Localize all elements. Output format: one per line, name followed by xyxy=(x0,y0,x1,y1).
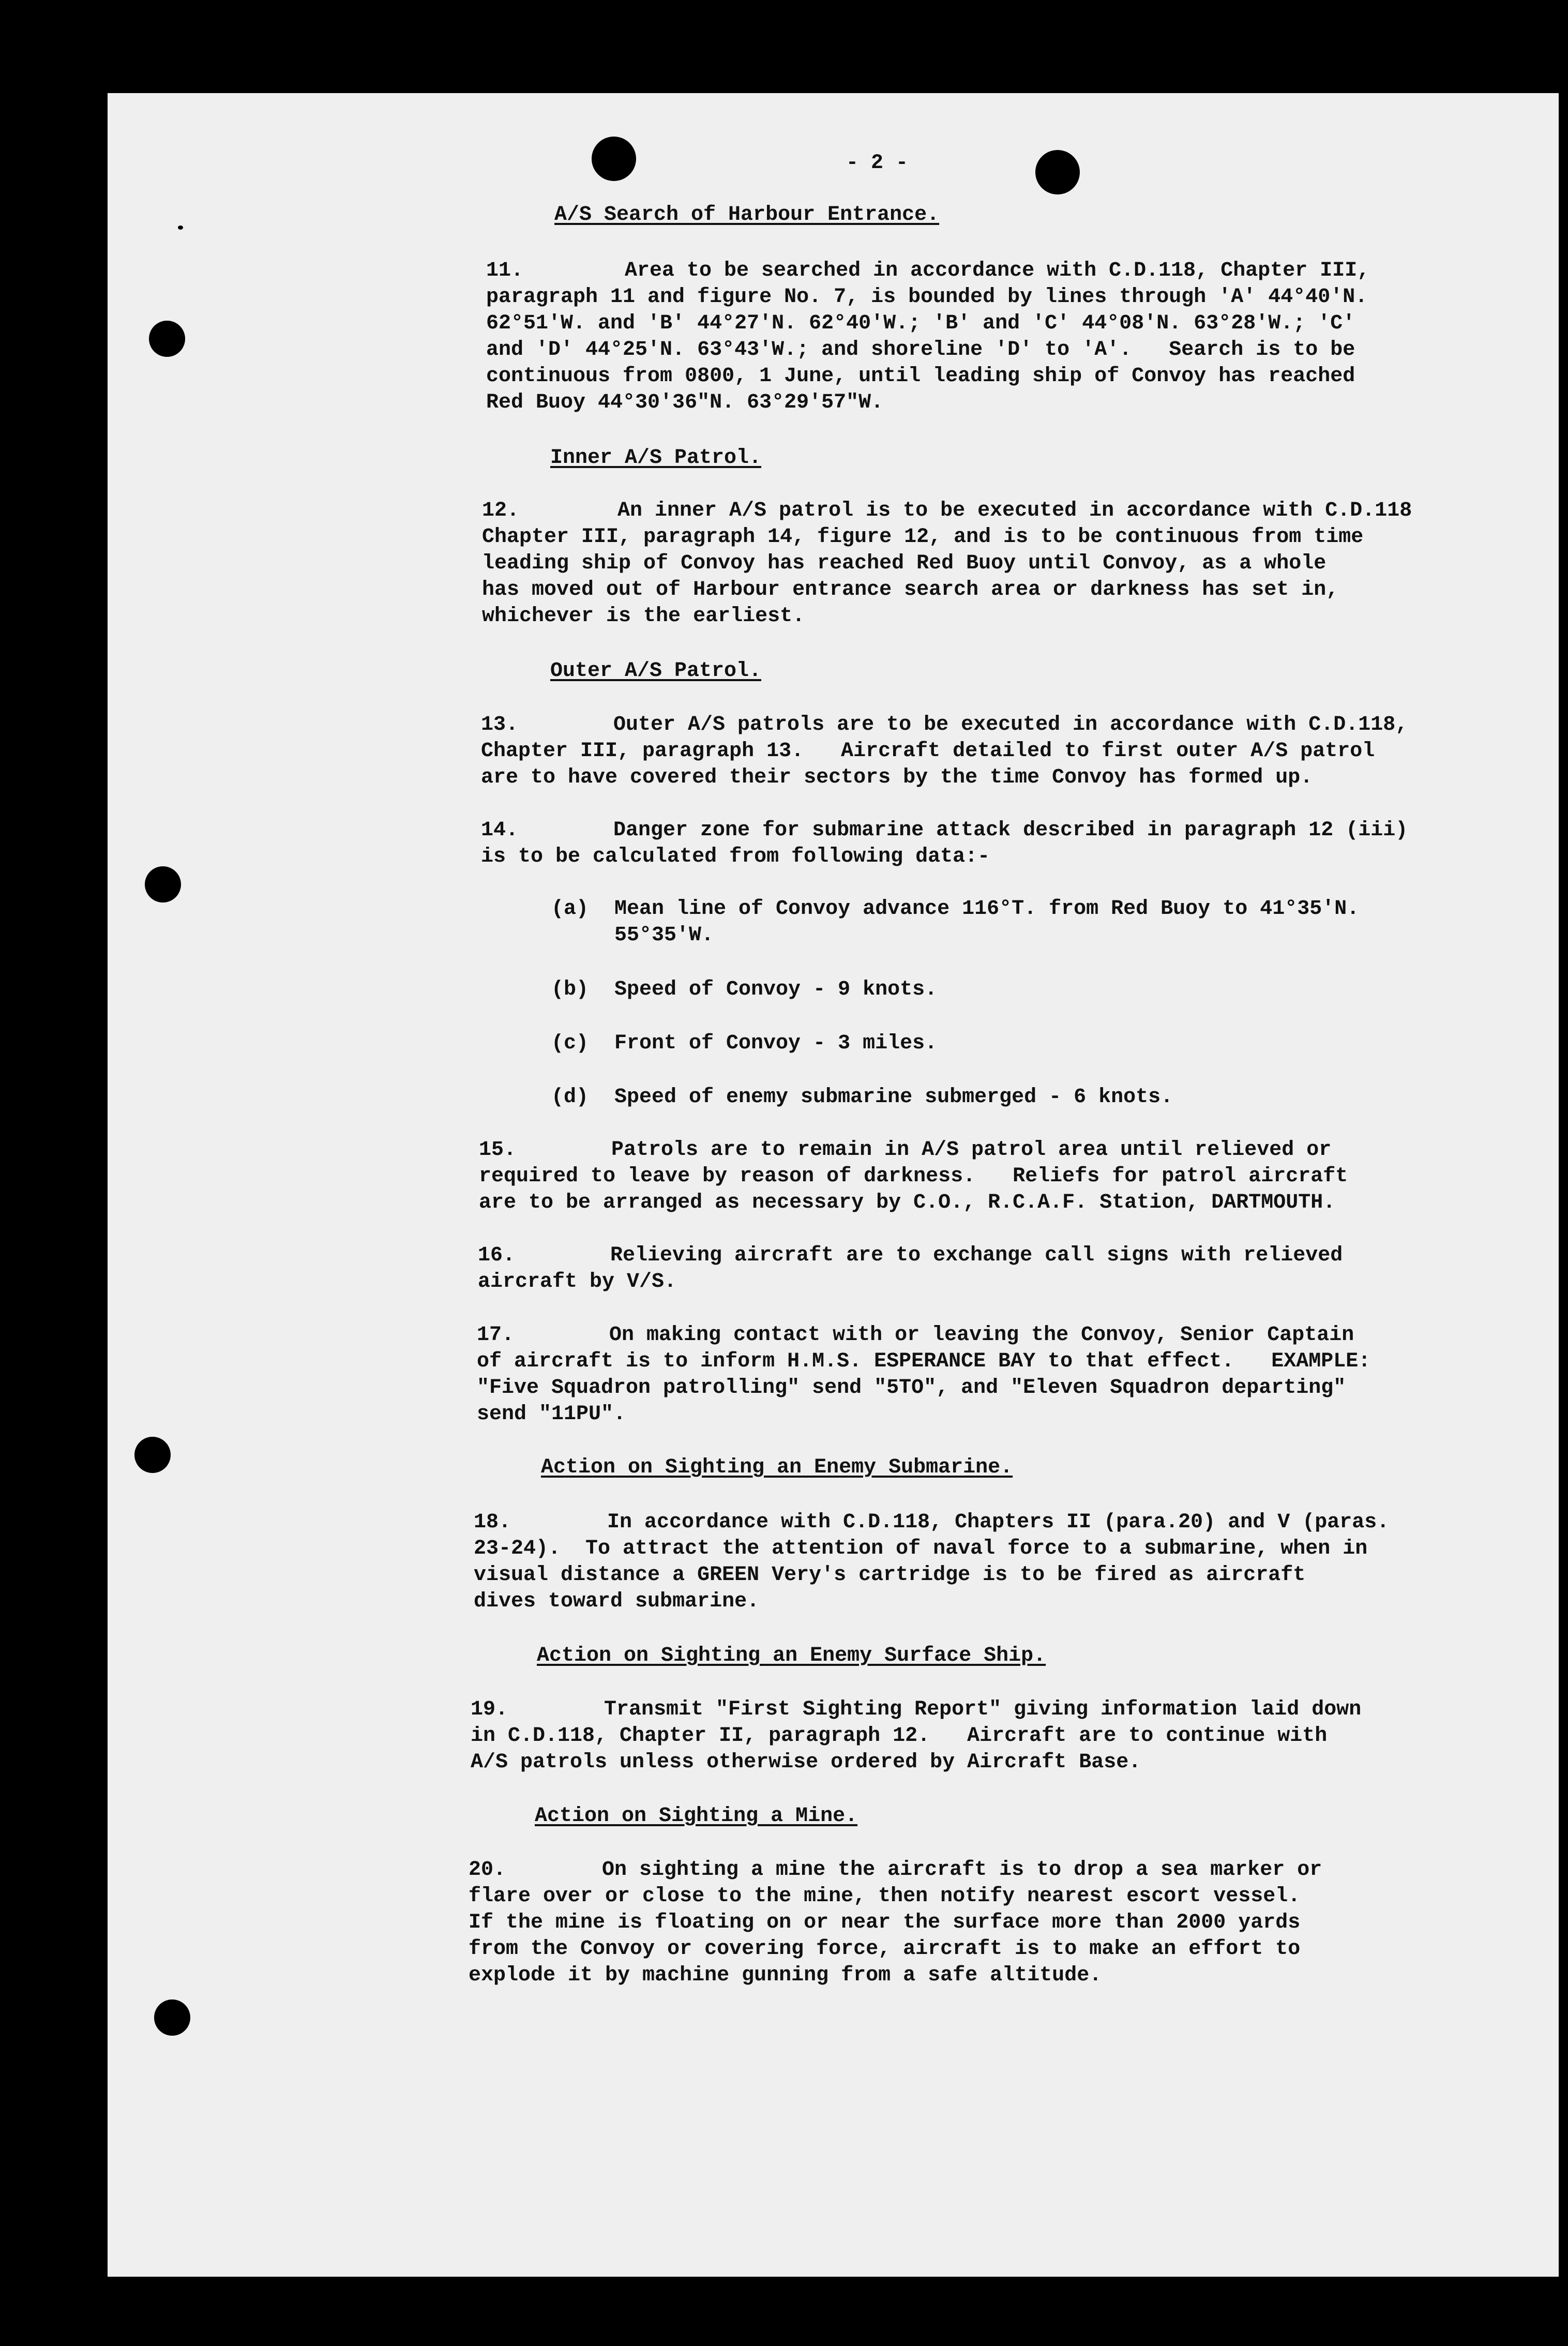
section-heading: Outer A/S Patrol. xyxy=(550,659,762,683)
paragraph-line: paragraph 11 and figure No. 7, is bounded by lines through 'A' 44°40'N. xyxy=(486,285,1368,309)
paragraph-line: from the Convoy or covering force, aircraft is to make an effort to xyxy=(469,1937,1301,1961)
paragraph-number: 14. xyxy=(481,819,519,842)
section-heading: A/S Search of Harbour Entrance. xyxy=(554,203,940,227)
punch-hole xyxy=(134,1437,171,1473)
punch-hole xyxy=(1035,150,1080,194)
paragraph-line: whichever is the earliest. xyxy=(482,605,805,628)
section-heading: Inner A/S Patrol. xyxy=(550,446,762,470)
document-page xyxy=(108,93,1559,2277)
paragraph-line: Transmit "First Sighting Report" giving information laid down xyxy=(604,1698,1362,1721)
paragraph-line: Area to be searched in accordance with C.D.118, Chapter III, xyxy=(625,259,1370,282)
paragraph-line: leading ship of Convoy has reached Red Buoy until Convoy, as a whole xyxy=(482,552,1326,575)
punch-hole xyxy=(149,321,185,357)
paragraph-number: 13. xyxy=(481,713,519,736)
list-item: Speed of Convoy - 9 knots. xyxy=(614,978,938,1001)
paragraph-number: 12. xyxy=(482,499,520,522)
paragraph-line: Patrols are to remain in A/S patrol area until relieved or xyxy=(611,1138,1332,1162)
list-item: Mean line of Convoy advance 116°T. from Red Buoy to 41°35'N. xyxy=(614,897,1360,921)
paragraph-line: send "11PU". xyxy=(477,1403,626,1426)
paragraph-line: On sighting a mine the aircraft is to drop a sea marker or xyxy=(602,1858,1322,1882)
paragraph-line: aircraft by V/S. xyxy=(478,1270,677,1294)
list-item: Speed of enemy submarine submerged - 6 knots. xyxy=(614,1086,1173,1109)
punch-hole xyxy=(592,137,636,181)
paragraph-line: 23-24). To attract the attention of naval force to a submarine, when in xyxy=(474,1537,1368,1560)
paragraph-number: 16. xyxy=(478,1244,516,1267)
paragraph-line: On making contact with or leaving the Convoy, Senior Captain xyxy=(609,1324,1354,1347)
list-item: 55°35'W. xyxy=(614,924,714,947)
paragraph-line: are to have covered their sectors by the time Convoy has formed up. xyxy=(481,766,1313,789)
paragraph-line: Relieving aircraft are to exchange call signs with relieved xyxy=(610,1244,1343,1267)
page-number: - 2 - xyxy=(846,152,909,175)
paragraph-line: in C.D.118, Chapter II, paragraph 12. Aircraft are to continue with xyxy=(471,1724,1328,1748)
list-label: (c) xyxy=(551,1032,589,1055)
paragraph-line: visual distance a GREEN Very's cartridge is to be fired as aircraft xyxy=(474,1563,1306,1587)
paragraph-line: explode it by machine gunning from a safe altitude. xyxy=(469,1964,1102,1987)
section-heading: Action on Sighting a Mine. xyxy=(535,1804,858,1828)
paragraph-line: "Five Squadron patrolling" send "5TO", and "Eleven Squadron departing" xyxy=(477,1376,1346,1400)
list-item: Front of Convoy - 3 miles. xyxy=(614,1032,938,1055)
punch-hole xyxy=(154,1999,190,2036)
paragraph-line: and 'D' 44°25'N. 63°43'W.; and shoreline 'D' to 'A'. Search is to be xyxy=(486,338,1355,362)
paragraph-line: Red Buoy 44°30'36"N. 63°29'57"W. xyxy=(486,391,884,414)
paragraph-line: is to be calculated from following data:- xyxy=(481,845,990,868)
paragraph-line: flare over or close to the mine, then notify nearest escort vessel. xyxy=(469,1885,1301,1908)
paragraph-line: has moved out of Harbour entrance search area or darkness has set in, xyxy=(482,578,1339,601)
paragraph-number: 19. xyxy=(471,1698,508,1721)
paragraph-line: In accordance with C.D.118, Chapters II (para.20) and V (paras. xyxy=(607,1511,1390,1534)
paragraph-line: A/S patrols unless otherwise ordered by Aircraft Base. xyxy=(471,1751,1141,1774)
list-label: (a) xyxy=(551,897,589,921)
paragraph-number: 17. xyxy=(477,1324,515,1347)
paragraph-number: 18. xyxy=(474,1511,511,1534)
paragraph-line: If the mine is floating on or near the surface more than 2000 yards xyxy=(469,1911,1301,1934)
paragraph-line: required to leave by reason of darkness. Reliefs for patrol aircraft xyxy=(479,1165,1348,1188)
section-heading: Action on Sighting an Enemy Submarine. xyxy=(541,1456,1013,1479)
paragraph-line: Chapter III, paragraph 14, figure 12, and is to be continuous from time xyxy=(482,525,1364,549)
paragraph-number: 11. xyxy=(486,259,524,282)
list-label: (d) xyxy=(551,1086,589,1109)
scan-speck xyxy=(178,225,183,230)
paragraph-number: 20. xyxy=(469,1858,506,1882)
paragraph-line: of aircraft is to inform H.M.S. ESPERANCE BAY to that effect. EXAMPLE: xyxy=(477,1350,1371,1373)
paragraph-line: Chapter III, paragraph 13. Aircraft detailed to first outer A/S patrol xyxy=(481,740,1375,763)
paragraph-line: are to be arranged as necessary by C.O., R.C.A.F. Station, DARTMOUTH. xyxy=(479,1191,1336,1214)
section-heading: Action on Sighting an Enemy Surface Ship. xyxy=(537,1644,1046,1667)
paragraph-line: Danger zone for submarine attack described in paragraph 12 (iii) xyxy=(613,819,1408,842)
punch-hole xyxy=(145,866,181,903)
paragraph-line: 62°51'W. and 'B' 44°27'N. 62°40'W.; 'B' and 'C' 44°08'N. 63°28'W.; 'C' xyxy=(486,312,1355,335)
paragraph-line: An inner A/S patrol is to be executed in accordance with C.D.118 xyxy=(617,499,1412,522)
paragraph-number: 15. xyxy=(479,1138,517,1162)
paragraph-line: Outer A/S patrols are to be executed in accordance with C.D.118, xyxy=(613,713,1408,736)
paragraph-line: continuous from 0800, 1 June, until leading ship of Convoy has reached xyxy=(486,365,1355,388)
list-label: (b) xyxy=(551,978,589,1001)
paragraph-line: dives toward submarine. xyxy=(474,1590,760,1613)
